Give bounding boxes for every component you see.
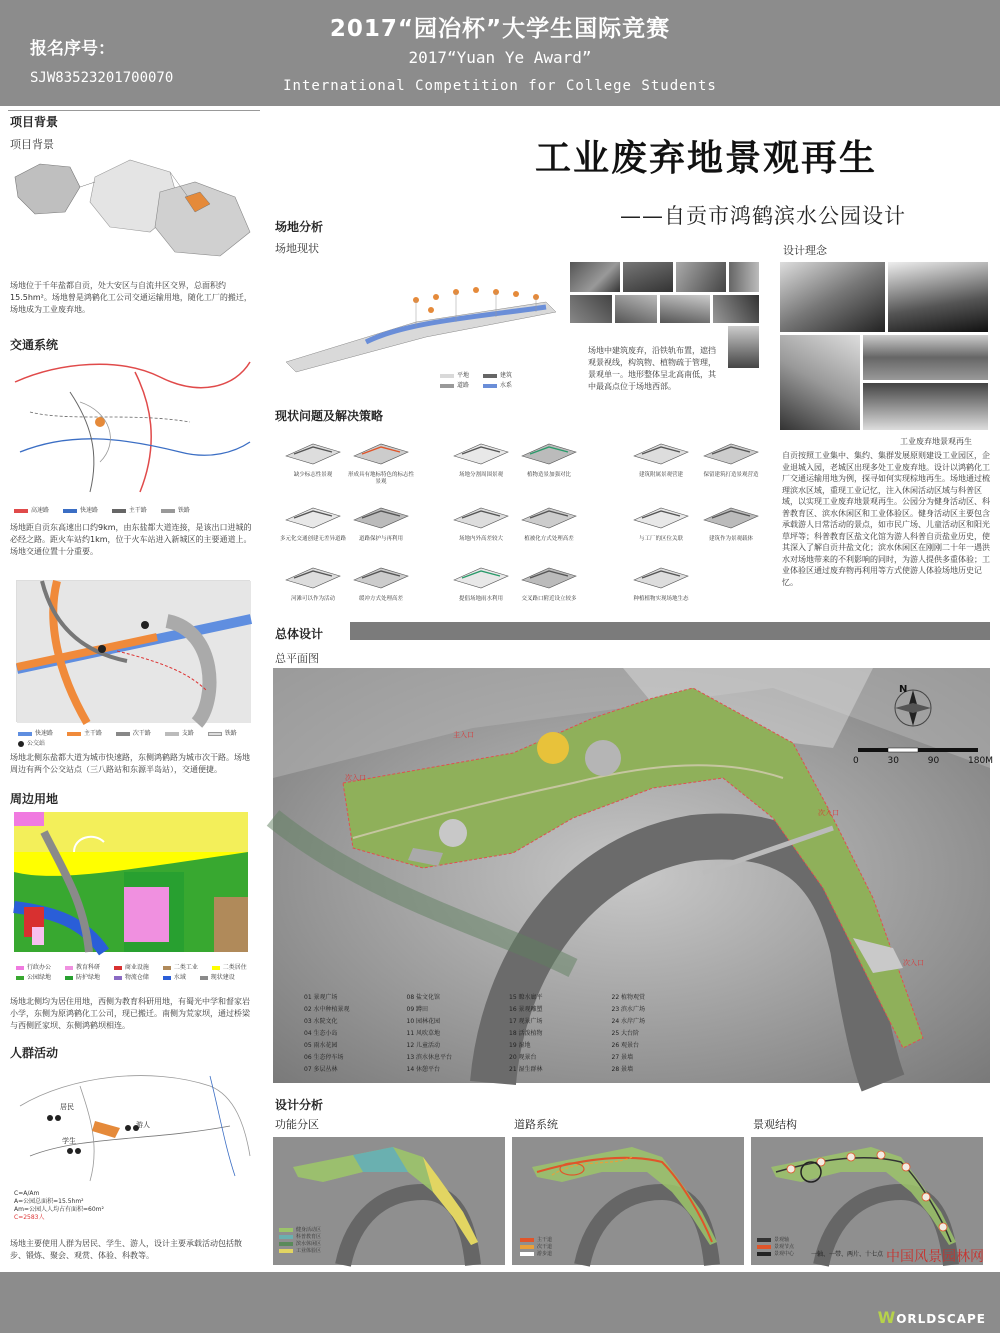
strategy-caption: 缓冲方式处理高差 (358, 596, 403, 602)
strategy-diagram (698, 496, 764, 542)
site-axonometric (276, 262, 566, 380)
strategy-diagram (280, 556, 346, 602)
plan-legend-item: 16 景观雕塑 (509, 1006, 543, 1013)
site-photo (660, 295, 710, 323)
background-title: 项目背景 (10, 115, 59, 129)
road-legend: 主干道 次干道 游步道 (520, 1237, 552, 1258)
plan-legend-item: 12 儿童活动 (406, 1042, 441, 1049)
watermark: 中国风景园林网 (886, 1249, 984, 1265)
surround-text: 场地北侧均为居住用地，西侧为教育科研用地，有蜀光中学和督家岩小学，东侧为原鸿鹤化工公司，现已搬迁。南侧为荒家坝，通过桥梁与西侧匠家坝、东侧鸿鹤坝相连。 (10, 997, 250, 1030)
strategy-diagram (448, 432, 514, 478)
strategy-caption: 与工厂的区位关联 (638, 536, 683, 542)
plan-legend-item: 13 滨水休息平台 (406, 1054, 453, 1061)
site-analysis-title: 场地分析 (275, 220, 324, 234)
site-photo (713, 295, 759, 323)
competition-subtitle-en: International Competition for College Students (283, 78, 717, 94)
crowd-formula: C=A/Am A=公园总面积=15.5hm² Am=公园人人均占有面积=60m² C=2583人 (14, 1190, 104, 1221)
concept-photo (863, 335, 988, 380)
strategy-caption: 建筑附属景观营建 (638, 472, 683, 478)
plan-legend-item: 26 观景台 (611, 1042, 640, 1049)
plan-legend-item: 28 景墙 (611, 1066, 634, 1073)
worldscape-logo: WORLDSCAPE (877, 1308, 986, 1327)
site-photo (729, 262, 759, 292)
competition-title-en: 2017“Yuan Ye Award” (408, 48, 592, 67)
plan-legend-item: 10 园林花园 (406, 1018, 441, 1025)
traffic-text: 场地距自贡东高速出口约9km，由东盐都大道连接，是该出口进城的必经之路。距火车站约1km，位于火车站进入新城区的主要通道上。场地交通位置十分重要。 (10, 523, 252, 556)
strategy-diagram (698, 432, 764, 478)
strategy-diagram (448, 496, 514, 542)
landuse-legend-2: 公园绿地 防护绿地 物流仓储 水域 现状建设 (16, 972, 247, 981)
plan-legend-item: 25 大台阶 (611, 1030, 640, 1037)
strategy-caption: 缺少标志性景观 (293, 472, 333, 478)
main-title: 工业废弃地景观再生 (535, 138, 878, 179)
plan-legend-item: 22 植物观赏 (611, 994, 646, 1001)
site-photo (728, 326, 759, 368)
strategy-caption: 植物造景加强对比 (526, 472, 571, 478)
strategy-caption: 道路保护与再利用 (358, 536, 403, 542)
main-entrance-label: 主入口 (453, 731, 474, 739)
competition-title-cn: 2017“园冶杯”大学生国际竞赛 (329, 16, 671, 42)
roads-legend: 快速路 主干路 次干路 支路 铁路 (18, 728, 249, 737)
plan-legend-item: 20 观景台 (509, 1054, 537, 1061)
landuse-legend: 行政办公 教育科研 商业设施 二类工业 二类居住 (16, 962, 259, 971)
plan-legend-item: 11 风吹草地 (406, 1030, 441, 1037)
concept-text: 自贡按照工业集中、集约、集群发展原则建设工业园区，企业退城入园，老城区出现多处工业废弃地。设计以鸿鹤化工厂交通运输用地为例，探寻如何实现棕地再生。场地通过梳理滨水区域，重现工业记忆，注入休闲活动区域与科普区域，以实现工业废弃地景观再生。公园分为健身活动区、科普教育区、滨水休闲区和工业体验区。健身活动区主要包含承载游人日常活动的景点，如市民广场、儿童活动区和阳光草坪等；科普教育区盐文化馆为游人科普自贡盐业历史，使其深入了解自贡井盐文化；滨水休闲区在刚刚二十年一遇洪水对场地带来的不利影响的同时，为游人提供多重体验；工业体验区通过废弃物再利用等方式使游人体验场地历史记忆。 (782, 451, 990, 587)
strategy-caption: 交叉路口附近设立较多 (521, 596, 577, 602)
roads-legend-2: 公交站 (18, 738, 57, 747)
site-photo (623, 262, 673, 292)
plan-title: 总平面图 (275, 652, 319, 665)
function-legend: 健身活动区 科普教育区 滨水休闲区 工业体验区 (279, 1227, 321, 1255)
strategy-caption: 场地内外高差较大 (458, 536, 503, 542)
strategy-caption: 植被化方式处理高差 (524, 536, 574, 542)
plan-legend-item: 04 生态小岛 (304, 1030, 338, 1037)
surround-title: 周边用地 (10, 792, 59, 806)
analysis-section-title: 设计分析 (275, 1098, 324, 1112)
plan-legend-item: 24 水岸广场 (611, 1018, 646, 1025)
traffic-legend: 高速路 快速路 主干路 铁路 (14, 505, 202, 514)
site-photo (570, 262, 620, 292)
road-title: 道路系统 (514, 1118, 558, 1131)
strategy-caption: 形成具有地标特色的标志性景观 (348, 472, 415, 485)
concept-photo (888, 262, 988, 332)
secondary-entrance-label: 次入口 (345, 774, 366, 782)
plan-legend (304, 992, 714, 1073)
strategy-diagram (516, 496, 582, 542)
strategy-caption: 提倡场地雨水利用 (458, 596, 503, 602)
crowd-label-residents: 居民 (60, 1103, 74, 1111)
plan-legend-item: 21 湿生群林 (509, 1066, 543, 1073)
strategy-diagram (628, 432, 694, 478)
strategy-diagram (516, 432, 582, 478)
strategy-diagram (516, 556, 582, 602)
plan-legend-item: 18 活泼植物 (509, 1030, 543, 1037)
landscape-title: 景观结构 (753, 1118, 797, 1131)
traffic-title: 交通系统 (10, 338, 59, 352)
secondary-entrance-label: 次入口 (818, 809, 839, 817)
site-photo (570, 295, 612, 323)
background-subtitle: 项目背景 (10, 138, 54, 151)
top-banner (0, 0, 1000, 106)
plan-legend-item: 23 滨水广场 (611, 1006, 646, 1013)
plan-legend-item: 15 瞭水廊平 (509, 994, 543, 1001)
strategy-diagram (628, 556, 694, 602)
strategy-caption: 保留建筑打造景观营造 (703, 472, 759, 478)
scale-bar-labels: 0 30 90 180M (853, 756, 993, 766)
plan-legend-item: 07 多层丛林 (304, 1066, 338, 1073)
roads-text: 场地北侧东盐都大道为城市快速路，东侧鸿鹤路为城市次干路。场地周边有两个公交站点（三八路站和东源半岛站），交通便捷。 (10, 753, 250, 774)
plan-legend-item: 09 蹲田 (406, 1006, 429, 1013)
landuse-map (14, 812, 248, 952)
registration-id: SJW83523201700070 (30, 70, 174, 86)
strategy-diagram (280, 496, 347, 542)
concept-photo (863, 383, 988, 430)
plan-legend-item: 01 景观广场 (304, 994, 338, 1001)
plan-legend-item: 19 湿地 (509, 1042, 531, 1049)
crowd-title: 人群活动 (10, 1046, 59, 1060)
plan-legend-item: 27 景墙 (611, 1054, 634, 1061)
crowd-text: 场地主要使用人群为居民、学生、游人，设计主要承载活动包括散步、锻炼、聚会、观赏、体验、科教等。 (10, 1239, 242, 1260)
road-system-map (512, 1137, 744, 1265)
traffic-map (10, 352, 255, 497)
strategy-diagram (348, 496, 414, 542)
landscape-summary: 一轴、一带、两片、十七点 (811, 1251, 884, 1258)
concept-caption: 工业废弃地景观再生 (900, 437, 972, 446)
plan-legend-item: 05 雨水花园 (304, 1042, 338, 1049)
strategy-caption: 建筑作为景观载体 (708, 536, 753, 542)
strategy-diagram (280, 432, 346, 478)
plan-legend-item: 03 水院文化 (304, 1018, 338, 1025)
main-subtitle: ——自贡市鸿鹤滨水公园设计 (620, 204, 906, 228)
strategy-diagram (348, 432, 415, 485)
strategy-diagram (348, 556, 414, 602)
plan-legend-item: 02 水中种植景观 (304, 1006, 350, 1013)
concept-photo (780, 262, 885, 332)
function-zoning-map (273, 1137, 505, 1265)
site-text: 场地中建筑废弃，沿铁轨布置，遮挡观景视线，构筑物、植物疏于管理，景观单一。地形整体呈北高南低，其中最高点位于场地西部。 (588, 346, 716, 391)
concept-title: 设计理念 (783, 244, 827, 257)
secondary-entrance-label: 次入口 (903, 959, 924, 967)
strategy-caption: 场地分割周围景观 (458, 472, 503, 478)
strategy-caption: 多元化交通创建无差异道路 (280, 536, 347, 542)
plan-legend-item: 08 盐文化馆 (406, 994, 441, 1001)
north-arrow-label: N (899, 684, 908, 695)
divider (8, 110, 260, 111)
crowd-map (10, 1066, 255, 1186)
concept-photo (780, 335, 860, 430)
site-legend-2: 道路 水系 (440, 380, 524, 389)
roads-map (16, 580, 250, 722)
strategy-diagram (448, 556, 514, 602)
issues-title: 现状问题及解决策略 (275, 409, 384, 423)
plan-legend-item: 14 休憩平台 (406, 1066, 441, 1073)
landscape-legend: 景观轴 景观节点 景观中心 (757, 1237, 794, 1258)
crowd-label-visitors: 游人 (136, 1121, 150, 1129)
crowd-label-students: 学生 (62, 1137, 76, 1145)
masterplan-section-title: 总体设计 (275, 627, 324, 641)
site-current-title: 场地现状 (275, 242, 319, 255)
site-photo (615, 295, 657, 323)
section-bar (350, 622, 990, 640)
location-map (10, 152, 255, 260)
background-text: 场地位于千年盐都自贡，处大安区与自流井区交界，总面积约15.5hm²。场地曾是鸿鹤化工公司交通运输用地，随化工厂的搬迁，场地成为工业废弃地。 (10, 281, 252, 314)
site-legend: 平地 建筑 (440, 370, 524, 379)
strategy-caption: 种植植物实现场地生态 (633, 596, 689, 602)
registration-label: 报名序号： (30, 39, 115, 59)
plan-legend-item: 06 生态停车场 (304, 1054, 344, 1061)
plan-legend-item: 17 观景广场 (509, 1018, 543, 1025)
strategy-caption: 河滩可以作为活动 (290, 596, 335, 602)
function-title: 功能分区 (275, 1118, 319, 1131)
strategy-diagram (628, 496, 694, 542)
site-photo (676, 262, 726, 292)
